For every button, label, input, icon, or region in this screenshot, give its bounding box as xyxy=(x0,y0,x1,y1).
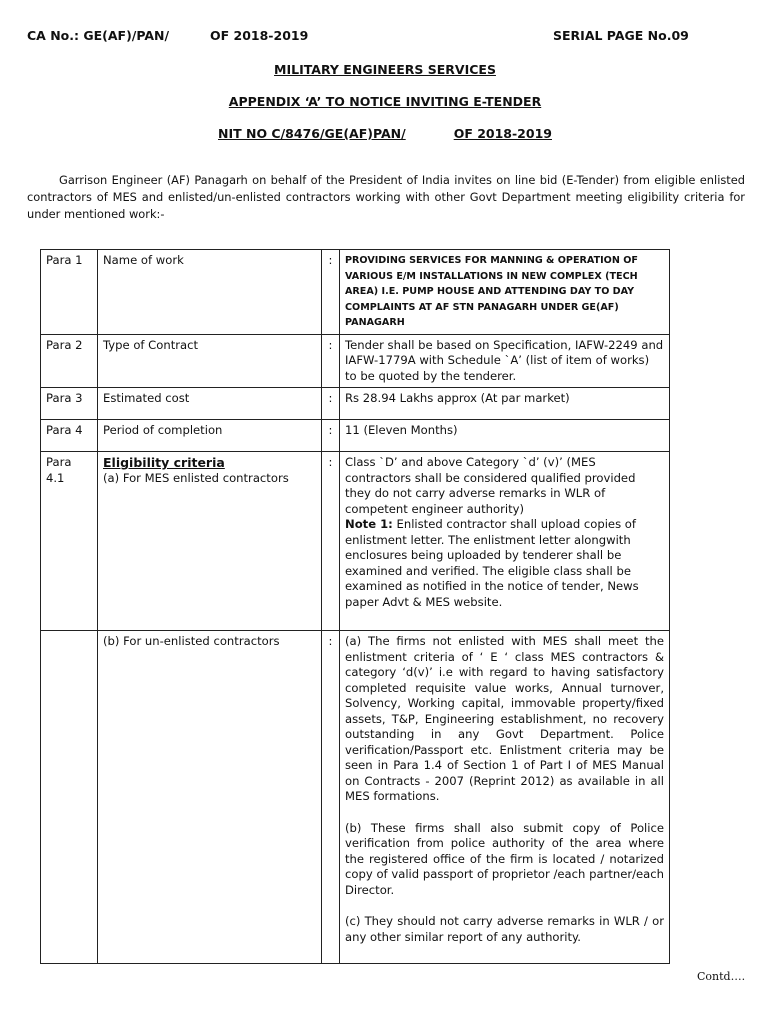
table-row-name-of-work xyxy=(41,250,670,335)
nit-line xyxy=(0,126,770,141)
header-ca-no: CA No.: GE(AF)/PAN/ xyxy=(27,28,170,43)
unenlisted-sub-c: (c) They should not carry adverse remarks in WLR / or any other similar report of any authority. xyxy=(345,914,664,944)
eligibility-label-a: (a) For MES enlisted contractors xyxy=(103,470,289,485)
table-row-period xyxy=(41,420,670,452)
value-cell: Rs 28.94 Lakhs approx (At par market) xyxy=(340,388,670,420)
note-text: Enlisted contractor shall upload copies of enlistment letter. The enlistment letter alongwith enclosures being uploaded by tenderer shall be examined and verified. The eligible class shall be examined as notified in the notice of tender, News paper Advt & MES website. xyxy=(345,517,639,609)
para-cell: Para 4 xyxy=(41,420,98,452)
separator-cell: : xyxy=(322,334,340,388)
unenlisted-sub-b: (b) These firms shall also submit copy of Police verification from police authority of the area where the registered office of the firm is located / notarized copy of valid passport of proprietor /each partner/each Director. xyxy=(345,820,664,897)
note-label: Note 1: xyxy=(345,517,393,531)
document-title: MILITARY ENGINEERS SERVICES xyxy=(274,62,496,77)
value-cell: 11 (Eleven Months) xyxy=(340,420,670,452)
para-cell: Para 4.1 xyxy=(41,452,98,631)
value-cell: PROVIDING SERVICES FOR MANNING & OPERATION OF VARIOUS E/M INSTALLATIONS IN NEW COMPLEX (TECH AREA) I.E. PUMP HOUSE AND ATTENDING DAY TO DAY COMPLAINTS AT AF STN PANAGARH UNDER GE(AF) PANAGARH xyxy=(340,250,670,335)
para-cell: Para 1 xyxy=(41,250,98,335)
table-row-unenlisted xyxy=(41,631,670,964)
para-cell: Para 2 xyxy=(41,334,98,388)
nit-number: NIT NO C/8476/GE(AF)PAN/ xyxy=(218,126,406,141)
contd-label: Contd…. xyxy=(697,970,746,983)
label-cell: Name of work xyxy=(98,250,322,335)
header-of-year: OF 2018-2019 xyxy=(210,28,309,43)
unenlisted-sub-a: (a) The firms not enlisted with MES shall meet the enlistment criteria of ‘ E ‘ class MES contractors & category ‘d(v)’ i.e with regard to having satisfactory completed requisite value works, Annual turnover, Solvency, Working capital, immovable property/fixed assets, T&P, Engineering establishment, no recovery outstanding in any Govt Department. Police verification/Passport etc. Enlistment criteria may be seen in Para 1.4 of Section 1 of Part I of MES Manual on Contracts - 2007 (Reprint 2012) as available in all MES formations. xyxy=(345,634,664,803)
separator-cell: : xyxy=(322,452,340,631)
para-cell: Para 3 xyxy=(41,388,98,420)
intro-paragraph xyxy=(27,172,745,223)
label-cell: Period of completion xyxy=(98,420,322,452)
separator-cell: : xyxy=(322,250,340,335)
header-serial-page: SERIAL PAGE No.09 xyxy=(553,28,689,43)
eligibility-heading: Eligibility criteria xyxy=(103,455,225,470)
label-cell xyxy=(98,452,322,631)
table-row-estimated-cost xyxy=(41,388,670,420)
table-row-type-of-contract xyxy=(41,334,670,388)
value-cell xyxy=(340,452,670,631)
value-cell: Tender shall be based on Specification, IAFW-2249 and IAFW-1779A with Schedule `A’ (list of item of works) to be quoted by the tenderer. xyxy=(340,334,670,388)
label-cell: (b) For un-enlisted contractors xyxy=(98,631,322,964)
appendix-title: APPENDIX ‘A’ TO NOTICE INVITING E-TENDER xyxy=(228,94,542,109)
para-cell xyxy=(41,631,98,964)
eligibility-note xyxy=(345,517,664,610)
separator-cell: : xyxy=(322,388,340,420)
tender-details-table xyxy=(40,249,670,964)
value-cell xyxy=(340,631,670,964)
label-cell: Estimated cost xyxy=(98,388,322,420)
intro-text: Garrison Engineer (AF) Panagarh on behalf of the President of India invites on line bid (E-Tender) from eligible enlisted contractors of MES and enlisted/un-enlisted contractors working with other Govt Department meeting eligibility criteria for under mentioned work:- xyxy=(27,173,745,221)
separator-cell: : xyxy=(322,420,340,452)
nit-year: OF 2018-2019 xyxy=(453,126,552,141)
table-row-eligibility xyxy=(41,452,670,631)
separator-cell: : xyxy=(322,631,340,964)
eligibility-value-a: Class `D’ and above Category `d’ (v)’ (MES contractors shall be considered qualified provided they do not carry adverse remarks in WLR of competent engineer authority) xyxy=(345,455,636,516)
label-cell: Type of Contract xyxy=(98,334,322,388)
